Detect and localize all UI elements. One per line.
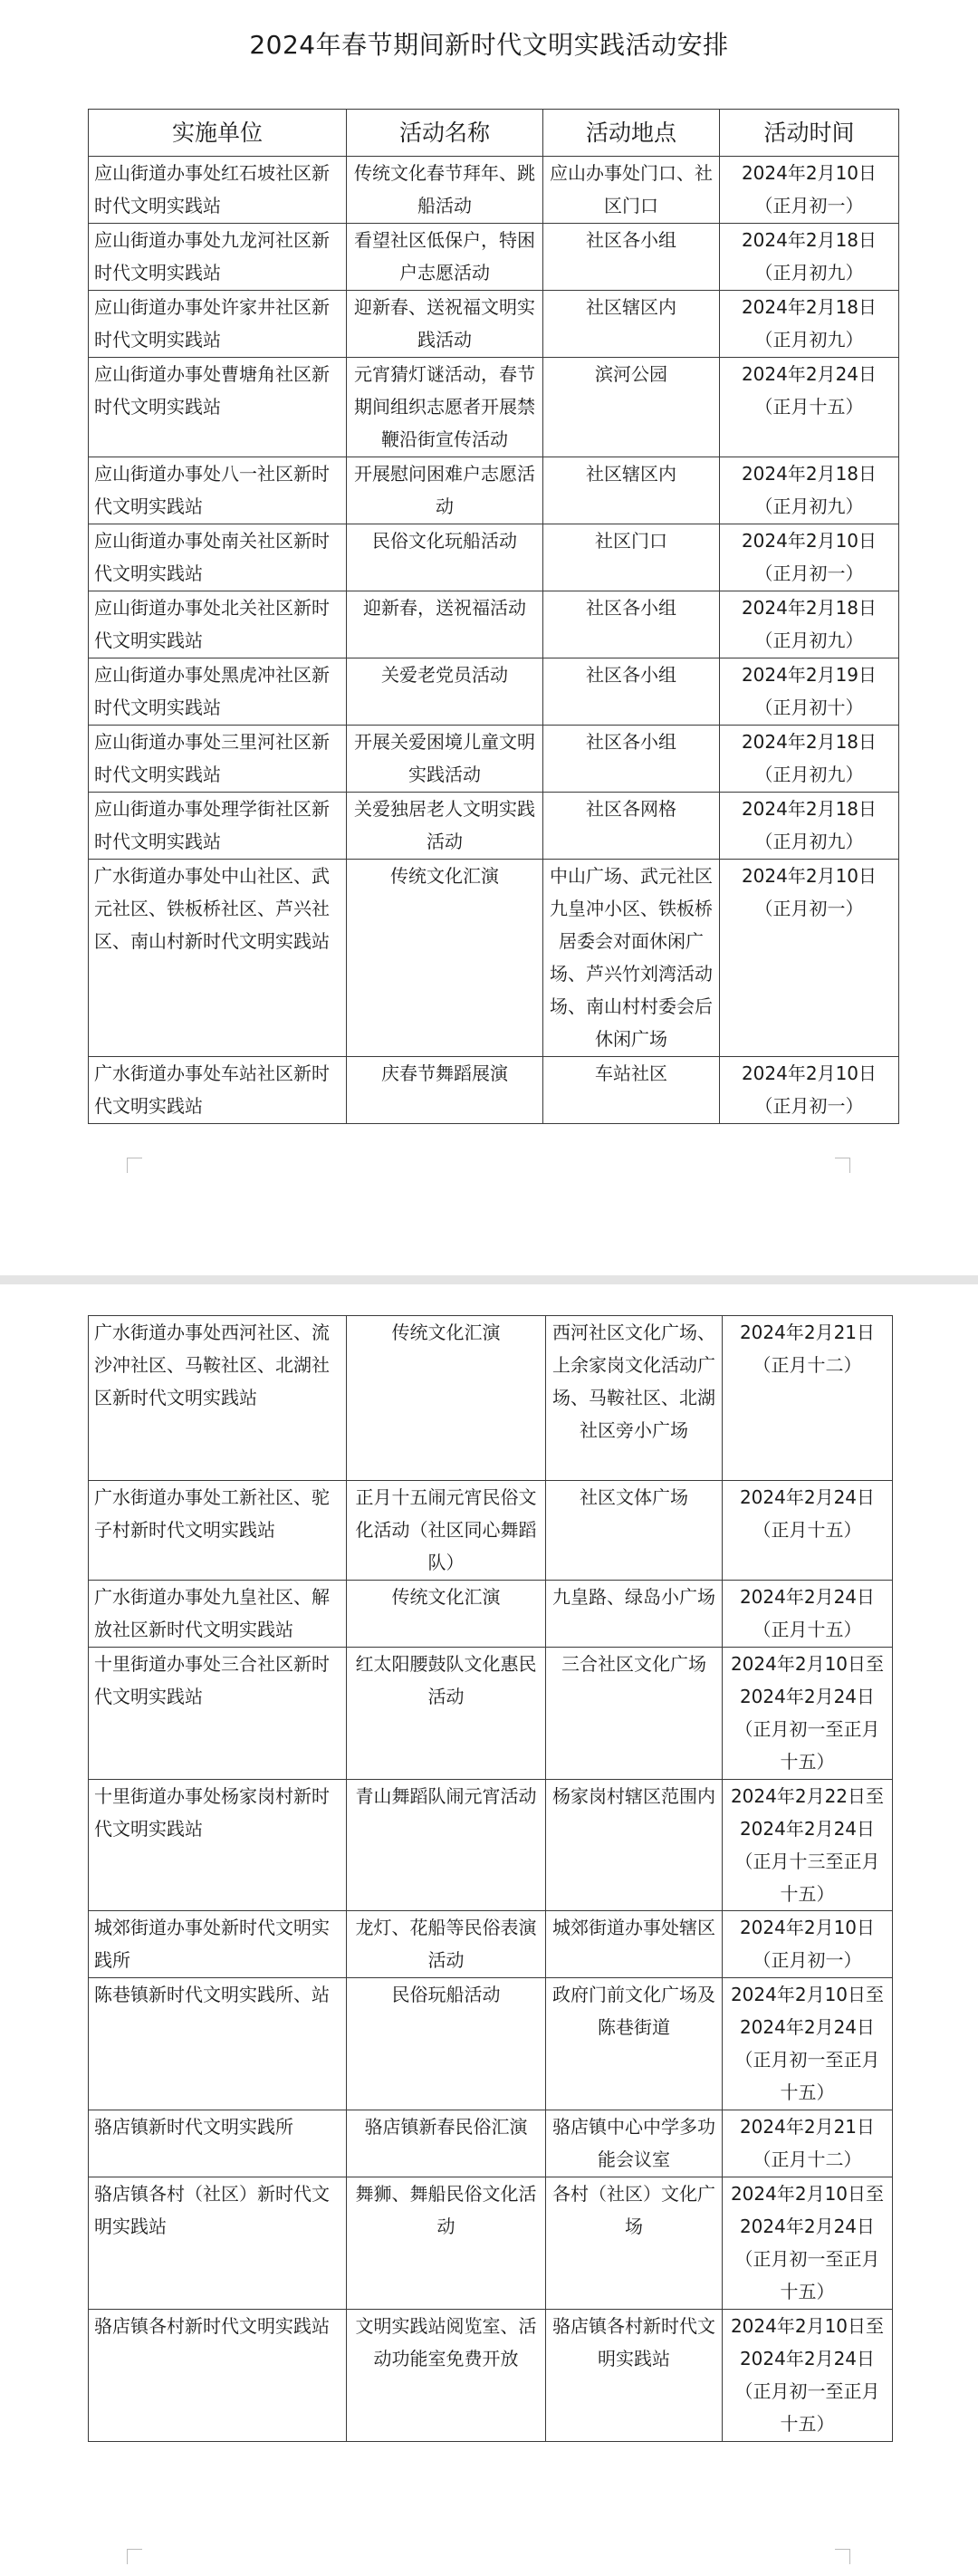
document-title: 2024年春节期间新时代文明实践活动安排: [249, 30, 729, 60]
cell-unit: 应山街道办事处许家井社区新时代文明实践站: [89, 291, 347, 358]
table-row: [89, 1057, 899, 1124]
column-header-location: 活动地点: [543, 110, 720, 157]
cell-location: 社区各小组: [543, 591, 720, 658]
cell-location: 九皇路、绿岛小广场: [546, 1581, 723, 1648]
cell-location: 政府门前文化广场及陈巷街道: [546, 1978, 723, 2110]
table-row: [89, 860, 899, 1057]
table-row: [89, 1911, 893, 1978]
cell-time: 2024年2月10日至2024年2月24日（正月初一至正月十五）: [723, 2310, 893, 2442]
cell-time: 2024年2月21日（正月十二）: [723, 1316, 893, 1481]
cell-unit: 骆店镇各村新时代文明实践站: [89, 2310, 347, 2442]
cell-unit: 广水街道办事处车站社区新时代文明实践站: [89, 1057, 347, 1124]
page-corner-mark: [835, 1158, 850, 1173]
cell-time: 2024年2月21日（正月十二）: [723, 2110, 893, 2177]
cell-time: 2024年2月10日至2024年2月24日（正月初一至正月十五）: [723, 1978, 893, 2110]
cell-activity-name: 迎新春、送祝福文明实践活动: [347, 291, 543, 358]
cell-time: 2024年2月18日（正月初九）: [720, 291, 899, 358]
cell-time: 2024年2月10日至2024年2月24日（正月初一至正月十五）: [723, 2177, 893, 2310]
cell-unit: 广水街道办事处工新社区、驼子村新时代文明实践站: [89, 1481, 347, 1581]
cell-time: 2024年2月22日至2024年2月24日（正月十三至正月十五）: [723, 1780, 893, 1911]
cell-unit: 应山街道办事处理学街社区新时代文明实践站: [89, 793, 347, 860]
cell-location: 社区各小组: [543, 224, 720, 291]
cell-location: 各村（社区）文化广场: [546, 2177, 723, 2310]
cell-unit: 广水街道办事处九皇社区、解放社区新时代文明实践站: [89, 1581, 347, 1648]
table-row: [89, 1978, 893, 2110]
cell-activity-name: 骆店镇新春民俗汇演: [347, 2110, 546, 2177]
cell-activity-name: 青山舞蹈队闹元宵活动: [347, 1780, 546, 1911]
cell-activity-name: 传统文化春节拜年、跳船活动: [347, 157, 543, 224]
cell-unit: 应山街道办事处南关社区新时代文明实践站: [89, 524, 347, 591]
table-row: [89, 1316, 893, 1481]
table-row: [89, 2310, 893, 2442]
table-row: [89, 1780, 893, 1911]
cell-activity-name: 民俗玩船活动: [347, 1978, 546, 2110]
table-row: [89, 291, 899, 358]
page-corner-mark: [835, 2549, 850, 2564]
cell-location: 骆店镇各村新时代文明实践站: [546, 2310, 723, 2442]
cell-activity-name: 民俗文化玩船活动: [347, 524, 543, 591]
cell-time: 2024年2月18日（正月初九）: [720, 726, 899, 793]
schedule-table-page-1: [88, 109, 899, 1124]
table-row: [89, 157, 899, 224]
cell-time: 2024年2月10日（正月初一）: [720, 157, 899, 224]
column-header-unit: 实施单位: [89, 110, 347, 157]
cell-location: 社区辖区内: [543, 457, 720, 524]
column-header-activity-name: 活动名称: [347, 110, 543, 157]
table-row: [89, 457, 899, 524]
cell-unit: 陈巷镇新时代文明实践所、站: [89, 1978, 347, 2110]
schedule-table-page-2: [88, 1315, 893, 2442]
document-page-2: [0, 1284, 978, 2576]
table-row: [89, 2110, 893, 2177]
cell-time: 2024年2月10日（正月初一）: [720, 860, 899, 1057]
cell-activity-name: 看望社区低保户，特困户志愿活动: [347, 224, 543, 291]
cell-time: 2024年2月19日（正月初十）: [720, 658, 899, 726]
table-row: [89, 524, 899, 591]
cell-activity-name: 庆春节舞蹈展演: [347, 1057, 543, 1124]
cell-activity-name: 传统文化汇演: [347, 1316, 546, 1481]
cell-unit: 城郊街道办事处新时代文明实践所: [89, 1911, 347, 1978]
cell-location: 杨家岗村辖区范围内: [546, 1780, 723, 1911]
cell-activity-name: 传统文化汇演: [347, 1581, 546, 1648]
table-header-row: [89, 110, 899, 157]
document-page-1: [0, 0, 978, 1275]
cell-time: 2024年2月18日（正月初九）: [720, 591, 899, 658]
cell-location: 骆店镇中心中学多功能会议室: [546, 2110, 723, 2177]
table-row: [89, 358, 899, 457]
cell-location: 三合社区文化广场: [546, 1648, 723, 1780]
cell-time: 2024年2月10日至2024年2月24日（正月初一至正月十五）: [723, 1648, 893, 1780]
cell-location: 社区各小组: [543, 658, 720, 726]
cell-activity-name: 龙灯、花船等民俗表演活动: [347, 1911, 546, 1978]
cell-unit: 应山街道办事处黑虎冲社区新时代文明实践站: [89, 658, 347, 726]
table-row: [89, 1648, 893, 1780]
cell-location: 应山办事处门口、社区门口: [543, 157, 720, 224]
cell-time: 2024年2月10日（正月初一）: [723, 1911, 893, 1978]
cell-location: 社区辖区内: [543, 291, 720, 358]
cell-time: 2024年2月10日（正月初一）: [720, 524, 899, 591]
cell-time: 2024年2月18日（正月初九）: [720, 224, 899, 291]
cell-location: 社区门口: [543, 524, 720, 591]
cell-location: 车站社区: [543, 1057, 720, 1124]
cell-activity-name: 红太阳腰鼓队文化惠民活动: [347, 1648, 546, 1780]
cell-time: 2024年2月10日（正月初一）: [720, 1057, 899, 1124]
table-row: [89, 726, 899, 793]
cell-location: 社区各小组: [543, 726, 720, 793]
column-header-time: 活动时间: [720, 110, 899, 157]
cell-unit: 应山街道办事处九龙河社区新时代文明实践站: [89, 224, 347, 291]
cell-unit: 广水街道办事处西河社区、流沙冲社区、马鞍社区、北湖社区新时代文明实践站: [89, 1316, 347, 1481]
cell-time: 2024年2月24日（正月十五）: [720, 358, 899, 457]
cell-activity-name: 文明实践站阅览室、活动功能室免费开放: [347, 2310, 546, 2442]
page-corner-mark: [127, 1158, 142, 1173]
cell-unit: 广水街道办事处中山社区、武元社区、铁板桥社区、芦兴社区、南山村新时代文明实践站: [89, 860, 347, 1057]
page-corner-mark: [127, 2549, 142, 2564]
cell-unit: 十里街道办事处杨家岗村新时代文明实践站: [89, 1780, 347, 1911]
cell-location: 社区文体广场: [546, 1481, 723, 1581]
cell-activity-name: 元宵猜灯谜活动，春节期间组织志愿者开展禁鞭沿街宣传活动: [347, 358, 543, 457]
cell-activity-name: 开展关爱困境儿童文明实践活动: [347, 726, 543, 793]
cell-time: 2024年2月18日（正月初九）: [720, 457, 899, 524]
cell-unit: 骆店镇新时代文明实践所: [89, 2110, 347, 2177]
cell-activity-name: 传统文化汇演: [347, 860, 543, 1057]
cell-activity-name: 舞狮、舞船民俗文化活动: [347, 2177, 546, 2310]
cell-time: 2024年2月24日（正月十五）: [723, 1481, 893, 1581]
table-row: [89, 1481, 893, 1581]
cell-location: 中山广场、武元社区九皇冲小区、铁板桥居委会对面休闲广场、芦兴竹刘湾活动场、南山村村委会后休闲广场: [543, 860, 720, 1057]
cell-activity-name: 迎新春，送祝福活动: [347, 591, 543, 658]
table-row: [89, 591, 899, 658]
cell-activity-name: 关爱独居老人文明实践活动: [347, 793, 543, 860]
cell-activity-name: 正月十五闹元宵民俗文化活动（社区同心舞蹈队）: [347, 1481, 546, 1581]
cell-unit: 应山街道办事处三里河社区新时代文明实践站: [89, 726, 347, 793]
cell-unit: 十里街道办事处三合社区新时代文明实践站: [89, 1648, 347, 1780]
table-row: [89, 793, 899, 860]
cell-unit: 应山街道办事处红石坡社区新时代文明实践站: [89, 157, 347, 224]
cell-location: 西河社区文化广场、上余家岗文化活动广场、马鞍社区、北湖社区旁小广场: [546, 1316, 723, 1481]
page-separator: [0, 1275, 978, 1284]
cell-unit: 骆店镇各村（社区）新时代文明实践站: [89, 2177, 347, 2310]
table-row: [89, 1581, 893, 1648]
cell-activity-name: 开展慰问困难户志愿活动: [347, 457, 543, 524]
cell-unit: 应山街道办事处北关社区新时代文明实践站: [89, 591, 347, 658]
cell-unit: 应山街道办事处曹塘角社区新时代文明实践站: [89, 358, 347, 457]
table-row: [89, 2177, 893, 2310]
cell-activity-name: 关爱老党员活动: [347, 658, 543, 726]
cell-unit: 应山街道办事处八一社区新时代文明实践站: [89, 457, 347, 524]
cell-location: 社区各网格: [543, 793, 720, 860]
table-row: [89, 658, 899, 726]
cell-location: 城郊街道办事处辖区: [546, 1911, 723, 1978]
cell-time: 2024年2月18日（正月初九）: [720, 793, 899, 860]
table-row: [89, 224, 899, 291]
cell-time: 2024年2月24日（正月十五）: [723, 1581, 893, 1648]
cell-location: 滨河公园: [543, 358, 720, 457]
